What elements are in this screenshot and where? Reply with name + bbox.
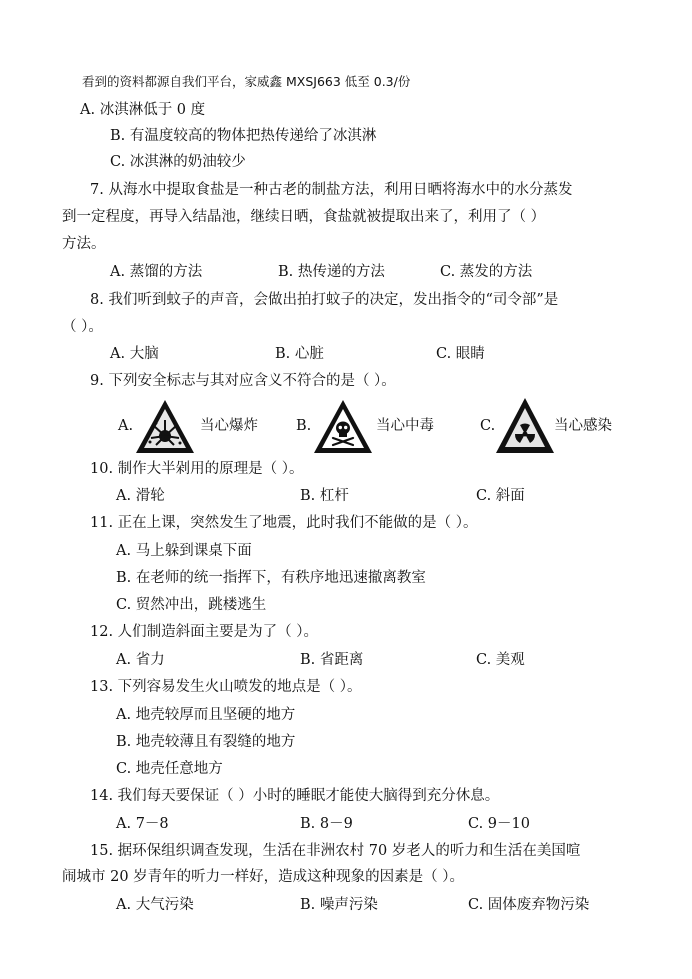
sign-a-label: 当心爆炸 <box>200 418 258 434</box>
sign-c-letter: C. <box>480 418 496 434</box>
q10-option-c: C. 斜面 <box>476 488 525 504</box>
q15-option-c: C. 固体废弃物污染 <box>468 897 590 913</box>
q7-option-a: A. 蒸馏的方法 <box>110 264 203 280</box>
q9-stem: 9. 下列安全标志与其对应含义不符合的是（ ）。 <box>90 373 396 389</box>
q7-stem-line-2: 到一定程度，再导入结晶池，继续日晒，食盐就被提取出来了，利用了（ ） <box>62 209 546 225</box>
q11-option-a: A. 马上躲到课桌下面 <box>116 543 252 559</box>
q12-option-b: B. 省距离 <box>300 652 364 668</box>
q13-option-b: B. 地壳较薄且有裂缝的地方 <box>116 734 296 750</box>
sign-b-label: 当心中毒 <box>376 418 434 434</box>
sign-b-letter: B. <box>296 418 312 434</box>
q15-option-a: A. 大气污染 <box>116 897 194 913</box>
q6-option-a: A. 冰淇淋低于 0 度 <box>80 102 206 118</box>
q12-stem: 12. 人们制造斜面主要是为了（ ）。 <box>90 624 319 640</box>
explosive-icon <box>134 398 196 456</box>
q11-option-c: C. 贸然冲出，跳楼逃生 <box>116 597 267 613</box>
q8-option-b: B. 心脏 <box>275 346 324 362</box>
q7-stem-line-1: 7. 从海水中提取食盐是一种古老的制盐方法，利用日晒将海水中的水分蒸发 <box>90 182 573 198</box>
skull-crossbones-icon <box>312 398 374 456</box>
q10-option-b: B. 杠杆 <box>300 488 349 504</box>
q8-option-a: A. 大脑 <box>110 346 159 362</box>
q8-stem-line-1: 8. 我们听到蚊子的声音，会做出拍打蚊子的决定，发出指令的“司令部”是 <box>90 292 559 308</box>
q13-stem: 13. 下列容易发生火山喷发的地点是（ ）。 <box>90 679 362 695</box>
q8-stem-line-2: （ ）。 <box>62 319 103 335</box>
q7-option-c: C. 蒸发的方法 <box>440 264 533 280</box>
q10-option-a: A. 滑轮 <box>116 488 165 504</box>
q14-stem: 14. 我们每天要保证（ ）小时的睡眠才能使大脑得到充分休息。 <box>90 788 500 804</box>
q15-stem-line-1: 15. 据环保组织调查发现，生活在非洲农村 70 岁老人的听力和生活在美国喧 <box>90 843 581 859</box>
q15-stem-line-2: 闹城市 20 岁青年的听力一样好，造成这种现象的因素是（ ）。 <box>62 869 465 885</box>
q7-option-b: B. 热传递的方法 <box>278 264 385 280</box>
q11-option-b: B. 在老师的统一指挥下，有秩序地迅速撤离教室 <box>116 570 426 586</box>
q11-stem: 11. 正在上课，突然发生了地震，此时我们不能做的是（ ）。 <box>90 515 478 531</box>
q14-option-c: C. 9－10 <box>468 816 530 832</box>
q13-option-c: C. 地壳任意地方 <box>116 761 223 777</box>
q13-option-a: A. 地壳较厚而且坚硬的地方 <box>116 707 296 723</box>
q14-option-a: A. 7－8 <box>116 816 169 832</box>
q8-option-c: C. 眼睛 <box>436 346 485 362</box>
source-header: 看到的资料都源自我们平台，家威鑫 MXSJ663 低至 0.3/份 <box>82 74 411 89</box>
q12-option-a: A. 省力 <box>116 652 165 668</box>
q10-stem: 10. 制作大半剁用的原理是（ ）。 <box>90 461 304 477</box>
q7-stem-line-3: 方法。 <box>62 236 106 252</box>
q6-option-c: C. 冰淇淋的奶油较少 <box>110 154 246 170</box>
q12-option-c: C. 美观 <box>476 652 525 668</box>
sign-a-letter: A. <box>118 418 134 434</box>
sign-c-label: 当心感染 <box>554 418 612 434</box>
radiation-icon <box>494 396 556 456</box>
q14-option-b: B. 8－9 <box>300 816 353 832</box>
q6-option-b: B. 有温度较高的物体把热传递给了冰淇淋 <box>110 128 377 144</box>
q15-option-b: B. 噪声污染 <box>300 897 378 913</box>
